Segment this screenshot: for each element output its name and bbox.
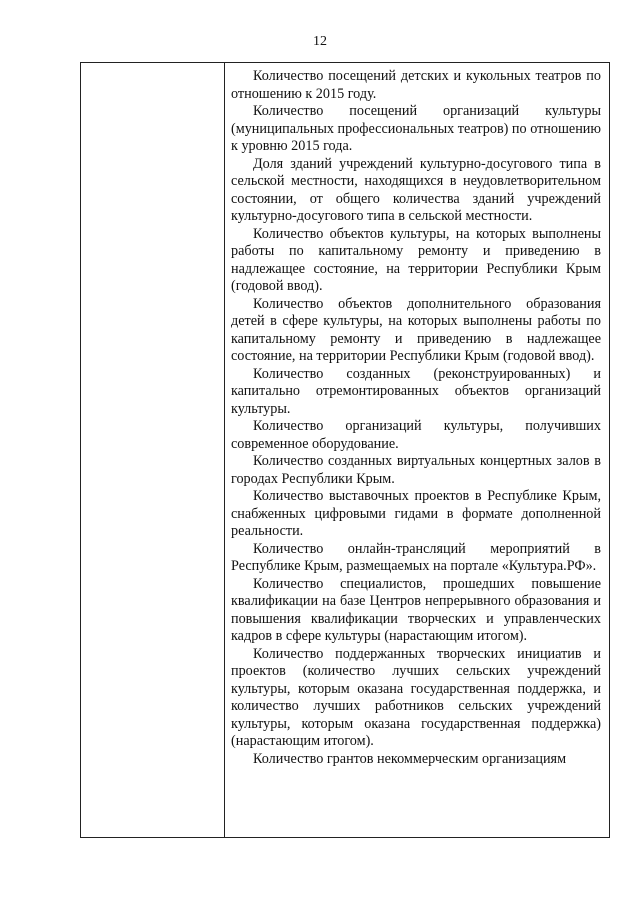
indicator-paragraph: Количество онлайн-трансляций мероприятий в Республике Крым, размещаемых на портале «Культура.РФ». xyxy=(231,540,601,574)
table-right-cell xyxy=(226,63,609,837)
indicator-paragraph: Количество организаций культуры, получивших современное оборудование. xyxy=(231,418,601,452)
indicator-paragraph: Количество созданных (реконструированных) и капитально отремонтированных объектов организаций культуры. xyxy=(231,365,601,417)
page-number: 12 xyxy=(313,34,327,49)
indicator-paragraph: Количество специалистов, прошедших повышение квалификации на базе Центров непрерывного образования и повышения квалификации творческих и управленческих кадров в сфере культуры (нарастающим итогом). xyxy=(231,575,601,644)
indicator-paragraph: Количество грантов некоммерческим организациям xyxy=(253,750,567,767)
indicator-paragraph: Количество поддержанных творческих инициатив и проектов (количество лучших сельских учреждений культуры, которым оказана государственная поддержка, и количество лучших работников сельских учреждений культуры, которым оказана государственная поддержка) (нарастающим итогом). xyxy=(231,645,601,749)
indicator-paragraph: Количество посещений организаций культуры (муниципальных профессиональных театров) по отношению к уровню 2015 года. xyxy=(231,103,601,154)
indicator-paragraph: Количество объектов культуры, на которых выполнены работы по капитальному ремонту и приведению в надлежащее состояние, на территории Республики Крым (годовой ввод). xyxy=(231,225,601,294)
indicator-paragraph: Количество выставочных проектов в Республике Крым, снабженных цифровыми гидами в формате дополненной реальности. xyxy=(231,488,601,539)
indicator-table xyxy=(80,62,610,838)
indicator-paragraph: Количество созданных виртуальных концертных залов в городах Республики Крым. xyxy=(231,453,601,487)
table-left-cell xyxy=(81,63,225,837)
indicator-paragraph: Доля зданий учреждений культурно-досугового типа в сельской местности, находящихся в неудовлетворительном состоянии, от общего количества зданий учреждений культурно-досугового типа в сельской местности. xyxy=(231,155,601,224)
indicator-paragraph: Количество объектов дополнительного образования детей в сфере культуры, на которых выполнены работы по капитальному ремонту и приведению в надлежащее состояние, на территории Республики Крым (годовой ввод). xyxy=(231,295,601,364)
indicator-paragraph: Количество посещений детских и кукольных театров по отношению к 2015 году. xyxy=(231,68,601,102)
